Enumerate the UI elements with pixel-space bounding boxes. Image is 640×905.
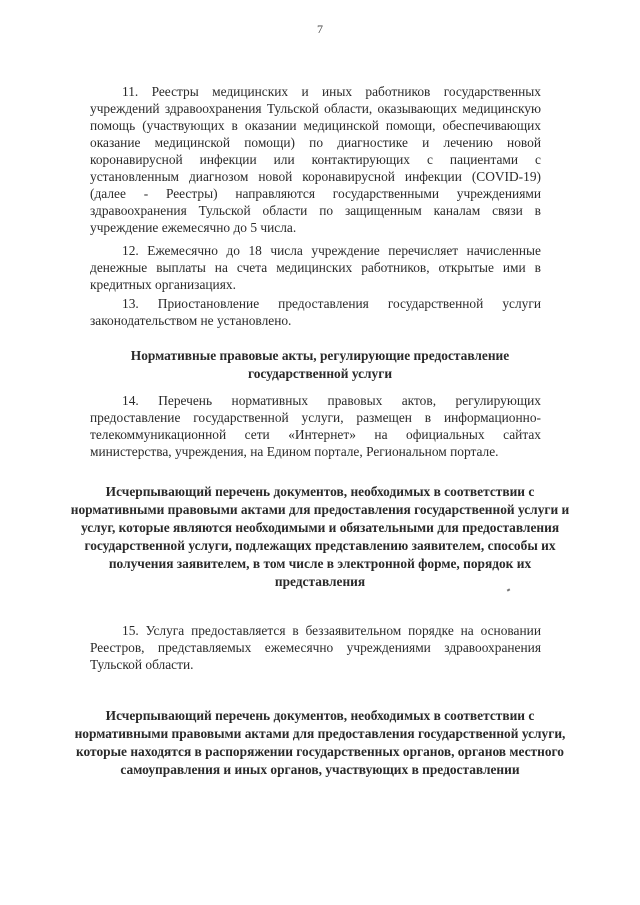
- paragraph-11: 11. Реестры медицинских и иных работников государственных учреждений здравоохранения Тульской области, оказывающих медицинскую помощь (участвующих в оказании медицинской помощи, обеспечивающих оказание медицинской помощи) по диагностике и лечению новой коронавирусной инфекции или контактирующих с пациентами с установленным диагнозом новой коронавирусной инфекции (COVID-19) (далее - Реестры) направляются государственными учреждениями здравоохранения Тульской области по защищенным каналам связи в учреждение ежемесячно до 5 числа.: [90, 84, 541, 235]
- section-heading-normative-acts: Нормативные правовые акты, регулирующие предоставление государственной услуги: [130, 348, 510, 381]
- paragraph-14: 14. Перечень нормативных правовых актов, регулирующих предоставление государственной услуги, размещен в информационно-телекоммуникационной сети «Интернет» на официальных сайтах министерства, учреждения, на Едином портале, Региональном портале.: [90, 393, 541, 459]
- paragraph-12: 12. Ежемесячно до 18 числа учреждение перечисляет начисленные денежные выплаты на счета медицинских работников, открытые ими в кредитных организациях.: [90, 243, 541, 292]
- section-heading-documents-from-applicant: Исчерпывающий перечень документов, необходимых в соответствии с нормативными правовыми актами для предоставления государственной услуги и услуг, которые являются необходимыми и обязательными для предоставления государственной услуги, подлежащих представлению заявителем, способы их получения заявителем, в том числе в электронной форме, порядок их представления: [70, 484, 570, 589]
- paragraph-15: 15. Услуга предоставляется в беззаявительном порядке на основании Реестров, представляемых ежемесячно учреждениями здравоохранения Тульской области.: [90, 623, 541, 672]
- scan-speck: [507, 588, 511, 591]
- paragraph-13: 13. Приостановление предоставления государственной услуги законодательством не установлено.: [90, 296, 541, 328]
- section-heading-documents-from-agencies: Исчерпывающий перечень документов, необходимых в соответствии с нормативными правовыми актами для предоставления государственной услуги, которые находятся в распоряжении государственных органов, органов местного самоуправления и иных органов, участвующих в предоставлении: [74, 708, 566, 777]
- page-number: 7: [317, 22, 323, 36]
